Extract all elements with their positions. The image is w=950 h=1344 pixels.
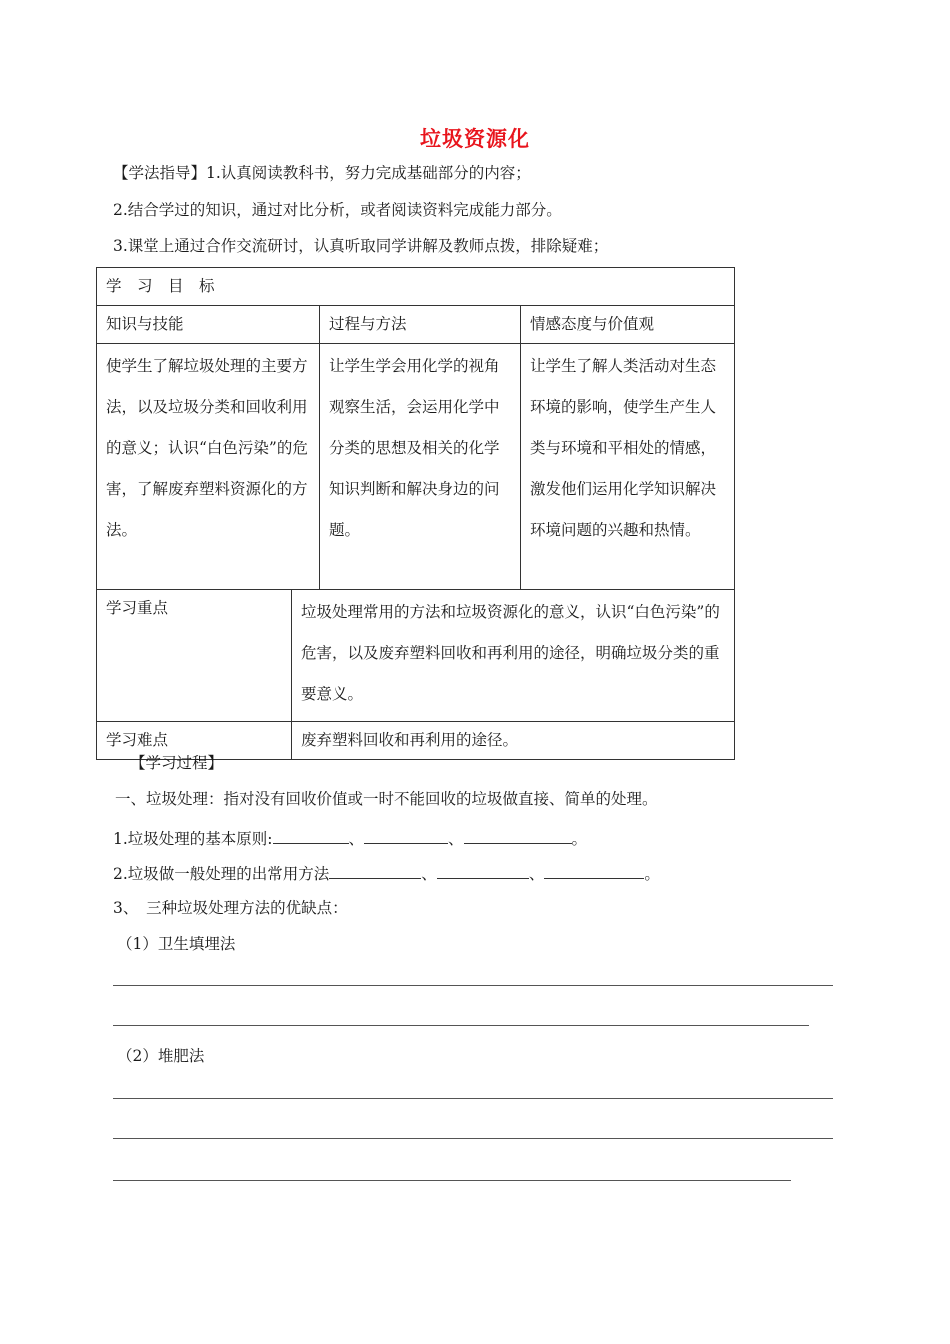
process-item-4: 3、 三种垃圾处理方法的优缺点： (113, 899, 348, 917)
col-header-attitude: 情感态度与价值观 (521, 306, 735, 344)
key-points-label: 学习重点 (97, 590, 292, 722)
col-header-process: 过程与方法 (320, 306, 521, 344)
difficult-points-label: 学习难点 (97, 722, 292, 760)
separator: 、 (348, 830, 365, 848)
col-header-knowledge: 知识与技能 (97, 306, 320, 344)
fill-blank[interactable] (464, 827, 572, 844)
separator: 、 (421, 865, 437, 883)
guidance-line-2: 2.结合学过的知识，通过对比分析，或者阅读资料完成能力部分。 (113, 201, 562, 219)
key-points-text: 垃圾处理常用的方法和垃圾资源化的意义，认识“白色污染”的危害，以及废弃塑料回收和再利用的途径，明确垃圾分类的重要意义。 (292, 590, 735, 722)
goals-header-cell: 学 习 目 标 (97, 268, 735, 306)
guidance-line-1: 【学法指导】1.认真阅读教科书，努力完成基础部分的内容； (113, 164, 531, 182)
separator: 、 (528, 865, 545, 883)
fill-blank[interactable] (364, 827, 448, 844)
end-mark: 。 (644, 865, 660, 883)
answer-line[interactable] (113, 985, 833, 986)
answer-line[interactable] (113, 1025, 809, 1026)
method-compost: （2）堆肥法 (117, 1047, 205, 1065)
separator: 、 (448, 830, 464, 848)
end-mark: 。 (571, 830, 588, 848)
goal-attitude: 让学生了解人类活动对生态环境的影响，使学生产生人类与环境和平相处的情感，激发他们运用化学知识解决环境问题的兴趣和热情。 (521, 344, 735, 590)
difficult-points-text: 废弃塑料回收和再利用的途径。 (292, 722, 735, 760)
fill-blank[interactable] (273, 827, 349, 844)
process-item-1: 一、垃圾处理：指对没有回收价值或一时不能回收的垃圾做直接、简单的处理。 (115, 790, 658, 808)
process-heading: 【学习过程】 (130, 754, 224, 772)
item-2-prefix: 1.垃圾处理的基本原则: (113, 830, 273, 848)
learning-goals-table (96, 267, 735, 760)
item-3-prefix: 2.垃圾做一般处理的出常用方法 (113, 865, 330, 883)
fill-blank[interactable] (544, 862, 644, 879)
process-item-3 (113, 862, 660, 884)
goal-knowledge: 使学生了解垃圾处理的主要方法，以及垃圾分类和回收利用的意义；认识“白色污染”的危害，了解废弃塑料资源化的方法。 (97, 344, 320, 590)
guidance-line-3: 3.课堂上通过合作交流研讨，认真听取同学讲解及教师点拨，排除疑难； (113, 237, 609, 255)
fill-blank[interactable] (329, 862, 421, 879)
method-landfill: （1）卫生填埋法 (117, 935, 236, 953)
answer-line[interactable] (113, 1098, 833, 1099)
goal-process: 让学生学会用化学的视角观察生活，会运用化学中分类的思想及相关的化学知识判断和解决身边的问题。 (320, 344, 521, 590)
answer-line[interactable] (113, 1180, 791, 1181)
process-item-2 (113, 827, 587, 849)
fill-blank[interactable] (437, 862, 529, 879)
document-title: 垃圾资源化 (420, 127, 530, 151)
answer-line[interactable] (113, 1138, 833, 1139)
